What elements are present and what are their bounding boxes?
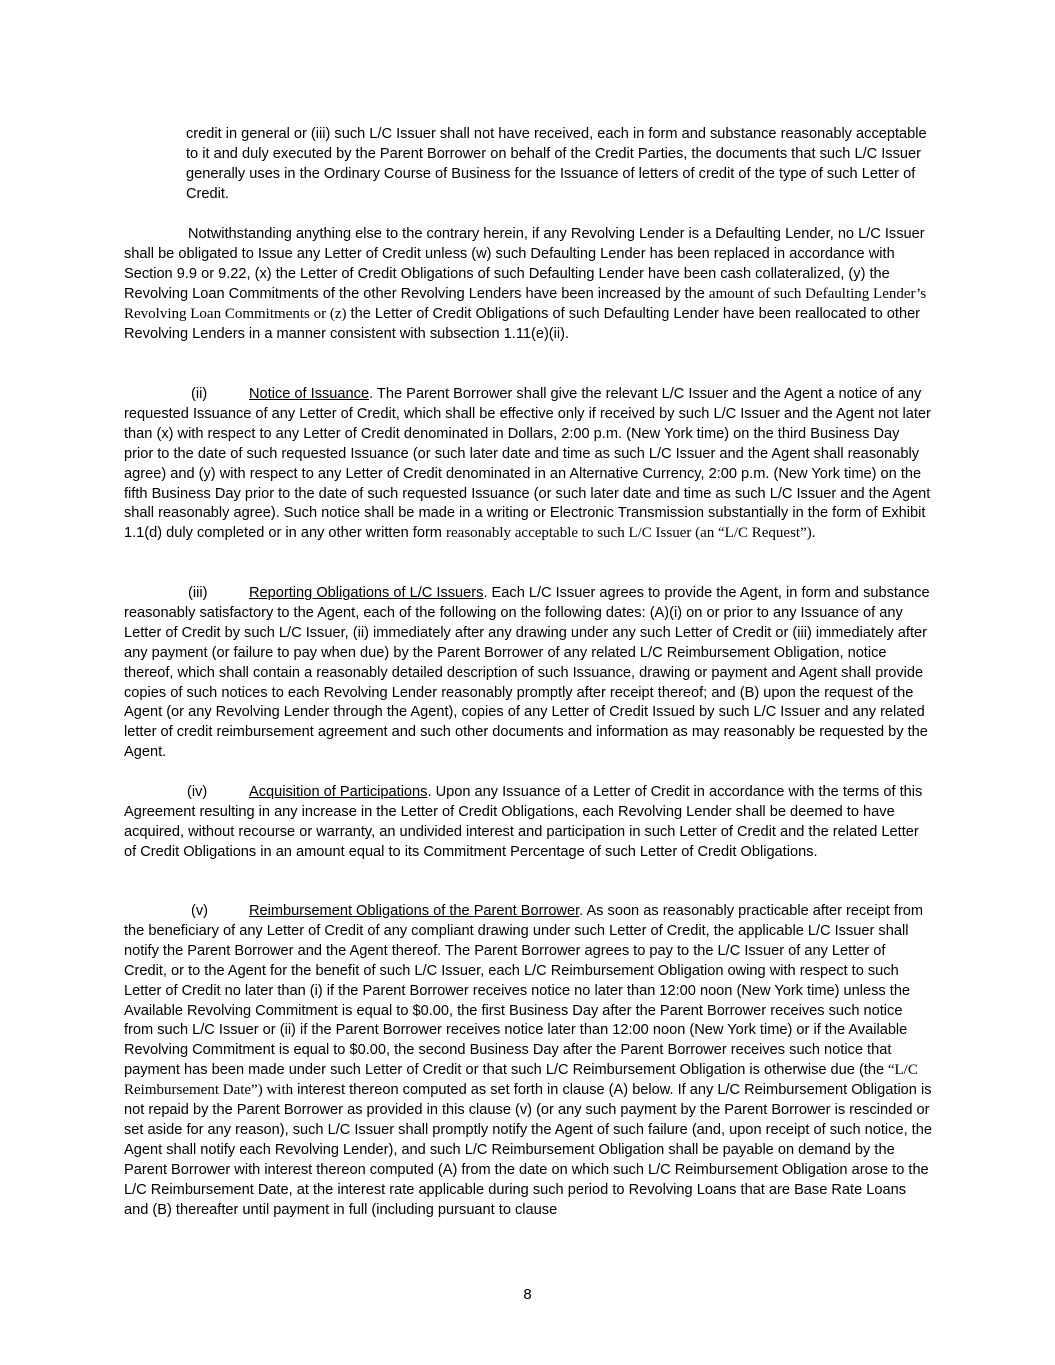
- serif-run: “L/C Reimbursement Date”) with: [124, 1062, 918, 1099]
- paragraph-text: . Upon any Issuance of a Letter of Credit in accordance with the terms of this Agreement resulting in any increase in the Letter of Credit Obligations, each Revolving Lender shall be deemed to have acquired, without recourse or warranty, an undivided interest and participation in such Letter of Credit and the related Letter of Credit Obligations in an amount equal to its Commitment Percentage of such Letter of Credit Obligations.: [124, 784, 923, 860]
- serif-run: reasonably acceptable to such L/C Issuer (an “L/C Request”).: [446, 525, 816, 542]
- serif-run: amount of such Defaulting Lender’s Revolving Loan Commitments or (z): [124, 285, 927, 322]
- section-v-reimbursement-obligations: [124, 902, 932, 1221]
- paragraph-text: . As soon as reasonably practicable after receipt from the beneficiary of any Letter of Credit of any compliant drawing under such Letter of Credit, the applicable L/C Issuer shall notify the Parent Borrower and the Agent thereof. The Parent Borrower agrees to pay to the L/C Issuer of any Letter of Credit, or to the Agent for the benefit of such L/C Issuer, each L/C Reimbursement Obligation owing with respect to such Letter of Credit no later than (i) if the Parent Borrower receives notice no later than 12:00 noon (New York time) unless the Available Revolving Commitment is equal to $0.00, the first Business Day after the Parent Borrower receives such notice from such L/C Issuer or (ii) if the Parent Borrower receives notice later than 12:00 noon (New York time) or if the Available Revolving Commitment is equal to $0.00, the second Business Day after the Parent Borrower receives such notice that payment has been made under such Letter of Credit or that such L/C Reimbursement Obligation is otherwise due (the: [124, 903, 924, 1079]
- section-number: (ii): [191, 386, 208, 402]
- section-iv-acquisition-of-participations: [124, 783, 932, 863]
- paragraph-text: the Letter of Credit Obligations of such Defaulting Lender have been reallocated to other Revolving Lenders in a manner consistent with subsection 1.11(e)(ii).: [124, 305, 921, 342]
- defaulting-lender-paragraph: [124, 225, 932, 344]
- section-number: (iii): [188, 585, 208, 601]
- paragraph-text: . Each L/C Issuer agrees to provide the Agent, in form and substance reasonably satisfactory to the Agent, each of the following on the following dates: (A)(i) on or prior to any Issuance of any Letter of Credit by such L/C Issuer, (ii) immediately after any drawing under any such Letter of Credit or (iii) immediately after any payment (or failure to pay when due) by the Parent Borrower of any related L/C Reimbursement Obligation, notice thereof, which shall contain a reasonably detailed description of such Issuance, drawing or payment and Agent shall provide copies of such notices to each Revolving Lender reasonably promptly after receipt thereof; and (B) upon the request of the Agent (or any Revolving Lender through the Agent), copies of any Letter of Credit Issued by such L/C Issuer and any related letter of credit reimbursement agreement and such other documents and information as may reasonably be requested by the Agent.: [124, 585, 930, 761]
- section-heading: Reimbursement Obligations of the Parent Borrower: [249, 903, 580, 919]
- section-number: (v): [191, 903, 209, 919]
- section-heading: Notice of Issuance: [249, 386, 370, 402]
- paragraph-text: . The Parent Borrower shall give the relevant L/C Issuer and the Agent a notice of any requested Issuance of any Letter of Credit, which shall be effective only if received by such L/C Issuer and the Agent not later than (x) with respect to any Letter of Credit denominated in Dollars, 2:00 p.m. (New York time) on the third Business Day prior to the date of such requested Issuance (or such later date and time as such L/C Issuer and the Agent shall reasonably agree) and (y) with respect to any Letter of Credit denominated in an Alternative Currency, 2:00 p.m. (New York time) on the fifth Business Day prior to the date of such requested Issuance (or such later date and time as such L/C Issuer and the Agent shall reasonably agree). Such notice shall be made in a writing or Electronic Transmission substantially in the form of Exhibit 1.1(d) duly completed or in any other written form: [124, 386, 931, 542]
- section-iii-reporting-obligations: [124, 584, 932, 763]
- paragraph-text: interest thereon computed as set forth in clause (A) below. If any L/C Reimbursement Obligation is not repaid by the Parent Borrower as provided in this clause (v) (or any such payment by the Parent Borrower is rescinded or set aside for any reason), such L/C Issuer shall promptly notify the Agent of such failure (and, upon receipt of such notice, the Agent shall notify each Revolving Lender), and such L/C Reimbursement Obligation shall be payable on demand by the Parent Borrower with interest thereon computed (A) from the date on which such L/C Reimbursement Obligation arose to the L/C Reimbursement Date, at the interest rate applicable during such period to Revolving Loans that are Base Rate Loans and (B) thereafter until payment in full (including pursuant to clause: [124, 1082, 932, 1218]
- continuation-paragraph: [186, 125, 934, 205]
- paragraph-text: credit in general or (iii) such L/C Issuer shall not have received, each in form and substance reasonably acceptable to it and duly executed by the Parent Borrower on behalf of the Credit Parties, the documents that such L/C Issuer generally uses in the Ordinary Course of Business for the Issuance of letters of credit of the type of such Letter of Credit.: [186, 126, 927, 202]
- section-ii-notice-of-issuance: [124, 385, 932, 544]
- section-heading: Reporting Obligations of L/C Issuers: [249, 585, 484, 601]
- section-number: (iv): [187, 784, 208, 800]
- paragraph-text: Notwithstanding anything else to the contrary herein, if any Revolving Lender is a Defaulting Lender, no L/C Issuer shall be obligated to Issue any Letter of Credit unless (w) such Defaulting Lender has been replaced in accordance with Section 9.9 or 9.22, (x) the Letter of Credit Obligations of such Defaulting Lender have been cash collateralized, (y) the Revolving Loan Commitments of the other Revolving Lenders have been increased by the: [124, 226, 925, 302]
- section-heading: Acquisition of Participations: [249, 784, 428, 800]
- page-number: 8: [523, 1286, 532, 1303]
